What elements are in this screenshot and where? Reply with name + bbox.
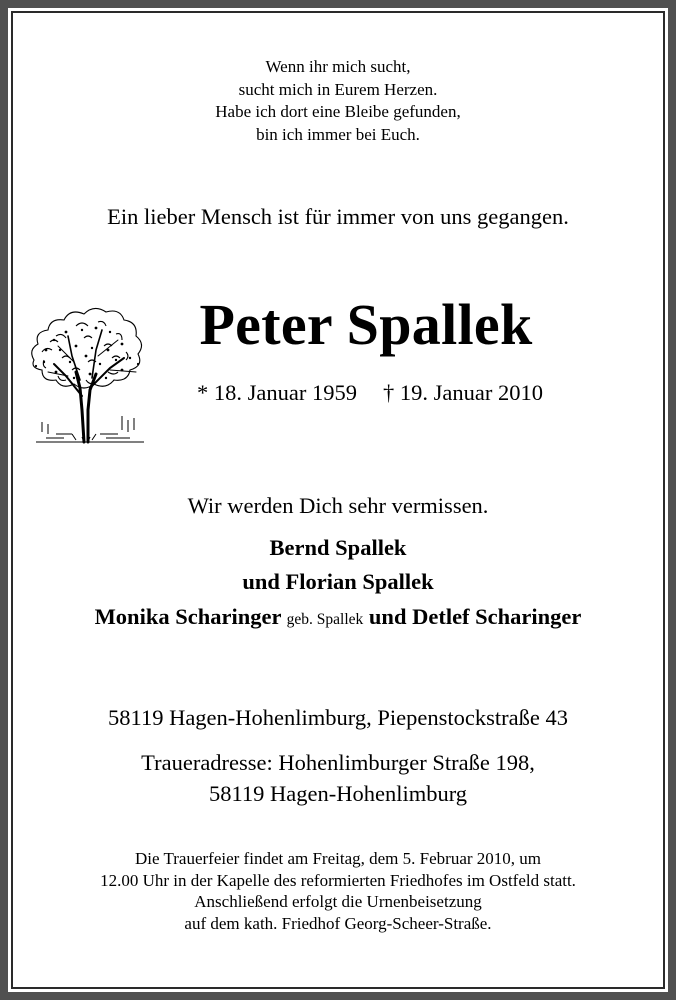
ceremony-line: 12.00 Uhr in der Kapelle des reformierten Friedhofes im Ostfeld statt. — [100, 870, 576, 890]
tree-icon — [26, 292, 154, 448]
poem-line: Wenn ihr mich sucht, — [265, 57, 411, 76]
intro-text: Ein lieber Mensch ist für immer von uns gegangen. — [107, 204, 569, 229]
poem — [0, 56, 676, 146]
deceased-name: Peter Spallek — [199, 292, 533, 357]
birth-date: * 18. Januar 1959 — [197, 380, 357, 405]
ceremony-info — [0, 848, 676, 934]
ceremony-line: Die Trauerfeier findet am Freitag, dem 5. Februar 2010, um — [134, 849, 541, 868]
family-line-3 — [0, 602, 676, 635]
life-dates — [160, 378, 580, 408]
poem-line: Habe ich dort eine Bleibe gefunden, — [215, 102, 461, 121]
home-address: 58119 Hagen-Hohenlimburg, Piepenstockstraße 43 — [108, 705, 568, 730]
family-name-detlef: und Detlef Scharinger — [368, 604, 582, 629]
family-name-monika: Monika Scharinger — [94, 604, 282, 629]
farewell-text: Wir werden Dich sehr vermissen. — [187, 493, 489, 518]
family-geb-note: geb. Spallek — [286, 611, 364, 628]
ceremony-line: auf dem kath. Friedhof Georg-Scheer-Straße. — [184, 913, 492, 933]
mourning-address-line-2: 58119 Hagen-Hohenlimburg — [208, 781, 468, 806]
poem-line: sucht mich in Eurem Herzen. — [238, 79, 438, 99]
ceremony-line: Anschließend erfolgt die Urnenbeisetzung — [194, 892, 482, 911]
poem-line: bin ich immer bei Euch. — [256, 124, 420, 144]
death-date: † 19. Januar 2010 — [383, 380, 543, 405]
mourning-address-line-1: Traueradresse: Hohenlimburger Straße 198, — [141, 750, 535, 775]
family-line-1: Bernd Spallek — [269, 535, 407, 560]
family-line-2: und Florian Spallek — [242, 569, 434, 594]
